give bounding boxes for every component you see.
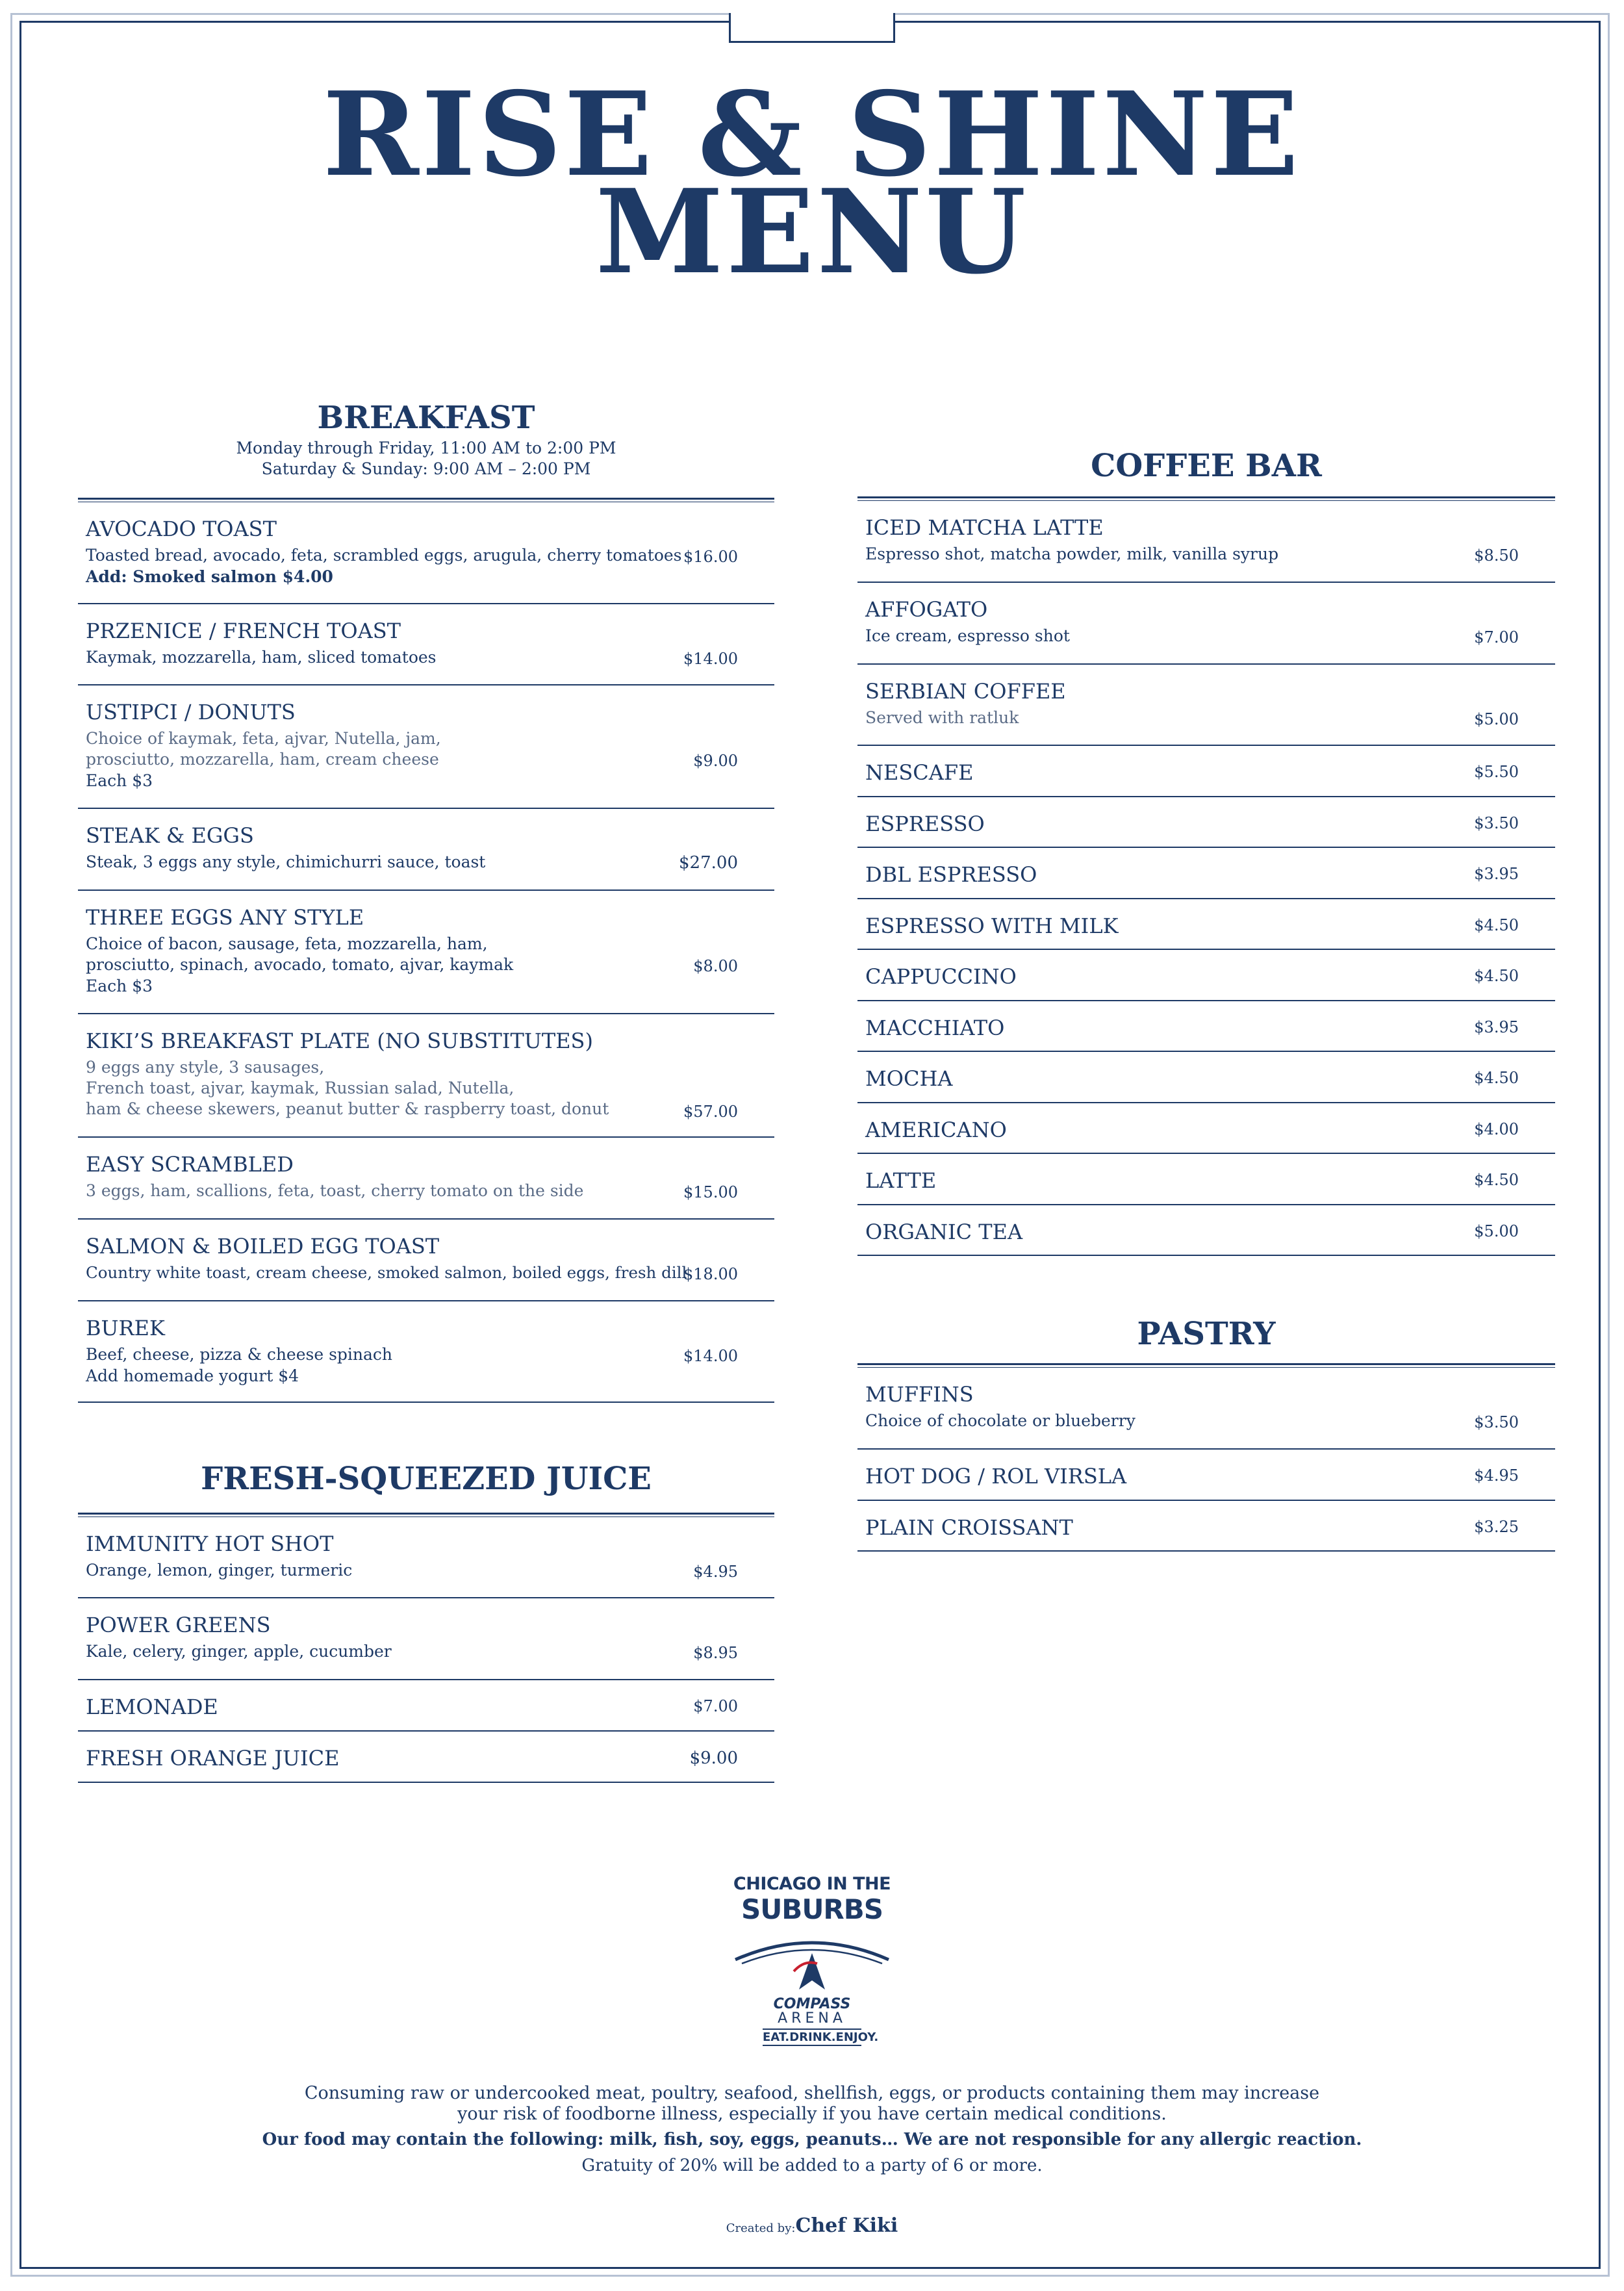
item-description: Ice cream, espresso shot: [865, 626, 1070, 645]
item-price: $4.50: [1474, 1171, 1519, 1189]
item-price: $4.95: [1474, 1466, 1519, 1485]
item-name: LEMONADE: [86, 1695, 218, 1719]
menu-item: [78, 1220, 774, 1301]
menu-item: [78, 1517, 774, 1598]
breakfast-hours-weekend: Saturday & Sunday: 9:00 AM – 2:00 PM: [261, 459, 591, 478]
menu-item: [857, 1052, 1555, 1103]
item-description: 3 eggs, ham, scallions, feta, toast, cherry tomato on the side: [86, 1181, 584, 1200]
item-name: SERBIAN COFFEE: [865, 679, 1066, 704]
chef-name: Chef Kiki: [795, 2214, 898, 2237]
gratuity-notice: Gratuity of 20% will be added to a party of 6 or more.: [581, 2156, 1043, 2175]
item-price: $4.00: [1474, 1120, 1519, 1138]
coffee-section: [857, 444, 1555, 1256]
item-name: MACCHIATO: [865, 1016, 1005, 1040]
allergen-notice: Our food may contain the following: milk, fish, soy, eggs, peanuts… We are not responsible for any allergic reaction.: [262, 2130, 1362, 2149]
top-notch: [729, 13, 895, 43]
item-price: $5.00: [1474, 710, 1519, 728]
item-name: [86, 1029, 593, 1053]
item-description: Toasted bread, avocado, feta, scrambled eggs, arugula, cherry tomatoes: [86, 546, 682, 565]
created-by-label: Created by:: [726, 2221, 796, 2235]
item-name: BUREK: [86, 1316, 165, 1340]
menu-item: [857, 501, 1555, 583]
menu-title-line2: MENU: [595, 164, 1029, 300]
logo-text-arena: ARENA: [778, 2010, 846, 2027]
breakfast-title: BREAKFAST: [317, 400, 535, 436]
created-by: [0, 2214, 1624, 2237]
menu-item: [78, 809, 774, 891]
breakfast-hours-weekday: Monday through Friday, 11:00 AM to 2:00 PM: [236, 439, 616, 457]
item-name: DBL ESPRESSO: [865, 862, 1037, 887]
menu-item: [857, 950, 1555, 1001]
item-price: $3.25: [1474, 1518, 1519, 1536]
item-name: PRZENICE / FRENCH TOAST: [86, 619, 401, 643]
menu-item: [78, 1680, 774, 1732]
warning-line-1: Consuming raw or undercooked meat, poultry, seafood, shellfish, eggs, or products containing them may increase: [304, 2083, 1320, 2103]
item-name: STEAK & EGGS: [86, 823, 254, 848]
menu-item: [78, 685, 774, 809]
item-name: CAPPUCCINO: [865, 964, 1017, 989]
pastry-section: [857, 1312, 1555, 1552]
warning-line-2: your risk of foodborne illness, especially if you have certain medical conditions.: [457, 2104, 1167, 2124]
coffee-title: COFFEE BAR: [1091, 448, 1322, 484]
item-price: $7.00: [693, 1697, 738, 1715]
menu-item: [857, 1368, 1555, 1450]
item-price: $4.95: [693, 1563, 738, 1581]
juice-section: [78, 1458, 774, 1783]
item-price: $3.50: [1474, 814, 1519, 832]
logo-text-suburbs: SUBURBS: [741, 1893, 883, 1925]
item-description: Beef, cheese, pizza & cheese spinach: [86, 1345, 393, 1364]
juice-rule: [78, 1513, 774, 1517]
item-price: $18.00: [683, 1265, 738, 1283]
item-price: $4.50: [1474, 1069, 1519, 1087]
item-description: Espresso shot, matcha powder, milk, vanilla syrup: [865, 544, 1279, 563]
menu-item: [857, 1205, 1555, 1256]
menu-item: [857, 746, 1555, 797]
item-name: NESCAFE: [865, 760, 974, 785]
item-price: $3.95: [1474, 1018, 1519, 1036]
menu-title-line1: RISE & SHINE: [322, 66, 1302, 202]
item-name-suffix: (NO SUBSTITUTES): [377, 1029, 593, 1053]
item-price: $8.00: [693, 957, 738, 975]
menu-item: [857, 665, 1555, 746]
menu-item: [78, 1014, 774, 1138]
item-name-main: KIKI’S BREAKFAST PLATE: [86, 1029, 371, 1053]
item-name: AFFOGATO: [865, 597, 988, 622]
food-safety-warning: [0, 2083, 1624, 2125]
item-name: SALMON & BOILED EGG TOAST: [86, 1234, 440, 1259]
item-name: MUFFINS: [865, 1382, 974, 1407]
menu-item: [857, 899, 1555, 950]
item-price: $57.00: [683, 1103, 738, 1121]
pastry-rule: [857, 1363, 1555, 1368]
menu-item: [857, 797, 1555, 848]
item-name: ESPRESSO WITH MILK: [865, 914, 1119, 938]
item-price: $4.50: [1474, 967, 1519, 985]
item-price: $7.00: [1474, 628, 1519, 646]
item-price: $8.50: [1474, 546, 1519, 565]
juice-title: FRESH-SQUEEZED JUICE: [201, 1461, 652, 1497]
menu-item: [78, 604, 774, 685]
item-price: $5.50: [1474, 763, 1519, 781]
logo-text-compass: COMPASS: [773, 1996, 851, 2012]
pastry-title: PASTRY: [1137, 1316, 1276, 1352]
item-description: 9 eggs any style, 3 sausages, French toast, ajvar, kaymak, Russian salad, Nutella, ham & cheese skewers, peanut butter & raspberry toast, donut: [86, 1058, 609, 1118]
item-name: IMMUNITY HOT SHOT: [86, 1531, 334, 1556]
item-name: POWER GREENS: [86, 1613, 271, 1637]
item-price: $8.95: [693, 1644, 738, 1662]
item-addon: Add: Smoked salmon $4.00: [86, 567, 333, 586]
item-description: Steak, 3 eggs any style, chimichurri sauce, toast: [86, 852, 486, 871]
item-name: USTIPCI / DONUTS: [86, 700, 296, 724]
item-name: LATTE: [865, 1168, 937, 1193]
menu-item: [857, 1501, 1555, 1552]
item-description: Kale, celery, ginger, apple, cucumber: [86, 1642, 392, 1661]
coffee-rule: [857, 496, 1555, 501]
item-addon: Each $3: [86, 771, 153, 790]
menu-item: [857, 1001, 1555, 1052]
venue-logo: [731, 1874, 893, 2049]
breakfast-section: [78, 398, 774, 1403]
menu-item: [78, 1138, 774, 1220]
item-name: THREE EGGS ANY STYLE: [86, 905, 364, 930]
menu-item: [857, 583, 1555, 665]
menu-item: [78, 1732, 774, 1783]
menu-item: [78, 891, 774, 1014]
item-description: Kaymak, mozzarella, ham, sliced tomatoes: [86, 648, 437, 667]
item-price: $5.00: [1474, 1222, 1519, 1240]
item-name: MOCHA: [865, 1066, 953, 1091]
item-price: $14.00: [683, 1347, 738, 1365]
item-name: PLAIN CROISSANT: [865, 1515, 1073, 1540]
item-price: $16.00: [683, 548, 738, 566]
item-price: $9.00: [693, 752, 738, 770]
menu-item: [857, 1154, 1555, 1205]
menu-item: [78, 1598, 774, 1680]
menu-item: [857, 1103, 1555, 1154]
menu-item: [78, 502, 774, 604]
item-addon: Add homemade yogurt $4: [86, 1366, 299, 1385]
item-name: ICED MATCHA LATTE: [865, 515, 1104, 540]
item-name: ESPRESSO: [865, 812, 985, 836]
item-price: $3.50: [1474, 1413, 1519, 1431]
item-description: Served with ratluk: [865, 708, 1019, 727]
menu-item: [857, 1450, 1555, 1501]
item-name: HOT DOG / ROL VIRSLA: [865, 1464, 1127, 1489]
item-description: Choice of kaymak, feta, ajvar, Nutella, jam, prosciutto, mozzarella, ham, cream cheese: [86, 729, 441, 769]
item-name: AVOCADO TOAST: [86, 517, 277, 541]
logo-tagline: EAT.DRINK.ENJOY.: [763, 2029, 861, 2046]
menu-item: [78, 1301, 774, 1403]
item-price: $3.95: [1474, 865, 1519, 883]
item-name: FRESH ORANGE JUICE: [86, 1746, 340, 1771]
breakfast-rule: [78, 498, 774, 502]
item-price: $9.00: [689, 1748, 738, 1768]
item-description: Choice of chocolate or blueberry: [865, 1411, 1136, 1430]
menu-item: [857, 848, 1555, 899]
item-name: EASY SCRAMBLED: [86, 1152, 294, 1177]
item-addon: Each $3: [86, 977, 153, 995]
item-description: Choice of bacon, sausage, feta, mozzarella, ham, prosciutto, spinach, avocado, tomato, ajvar, kaymak: [86, 934, 514, 974]
item-price: $4.50: [1474, 916, 1519, 934]
item-name: AMERICANO: [865, 1118, 1007, 1142]
item-price: $27.00: [679, 853, 738, 873]
item-price: $14.00: [683, 650, 738, 668]
item-description: Country white toast, cream cheese, smoked salmon, boiled eggs, fresh dill: [86, 1263, 687, 1282]
logo-text-chicago: CHICAGO IN THE: [733, 1874, 891, 1894]
compass-emblem-icon: [731, 1930, 893, 1997]
item-price: $15.00: [683, 1183, 738, 1201]
item-description: Orange, lemon, ginger, turmeric: [86, 1561, 353, 1580]
item-name: ORGANIC TEA: [865, 1220, 1023, 1244]
